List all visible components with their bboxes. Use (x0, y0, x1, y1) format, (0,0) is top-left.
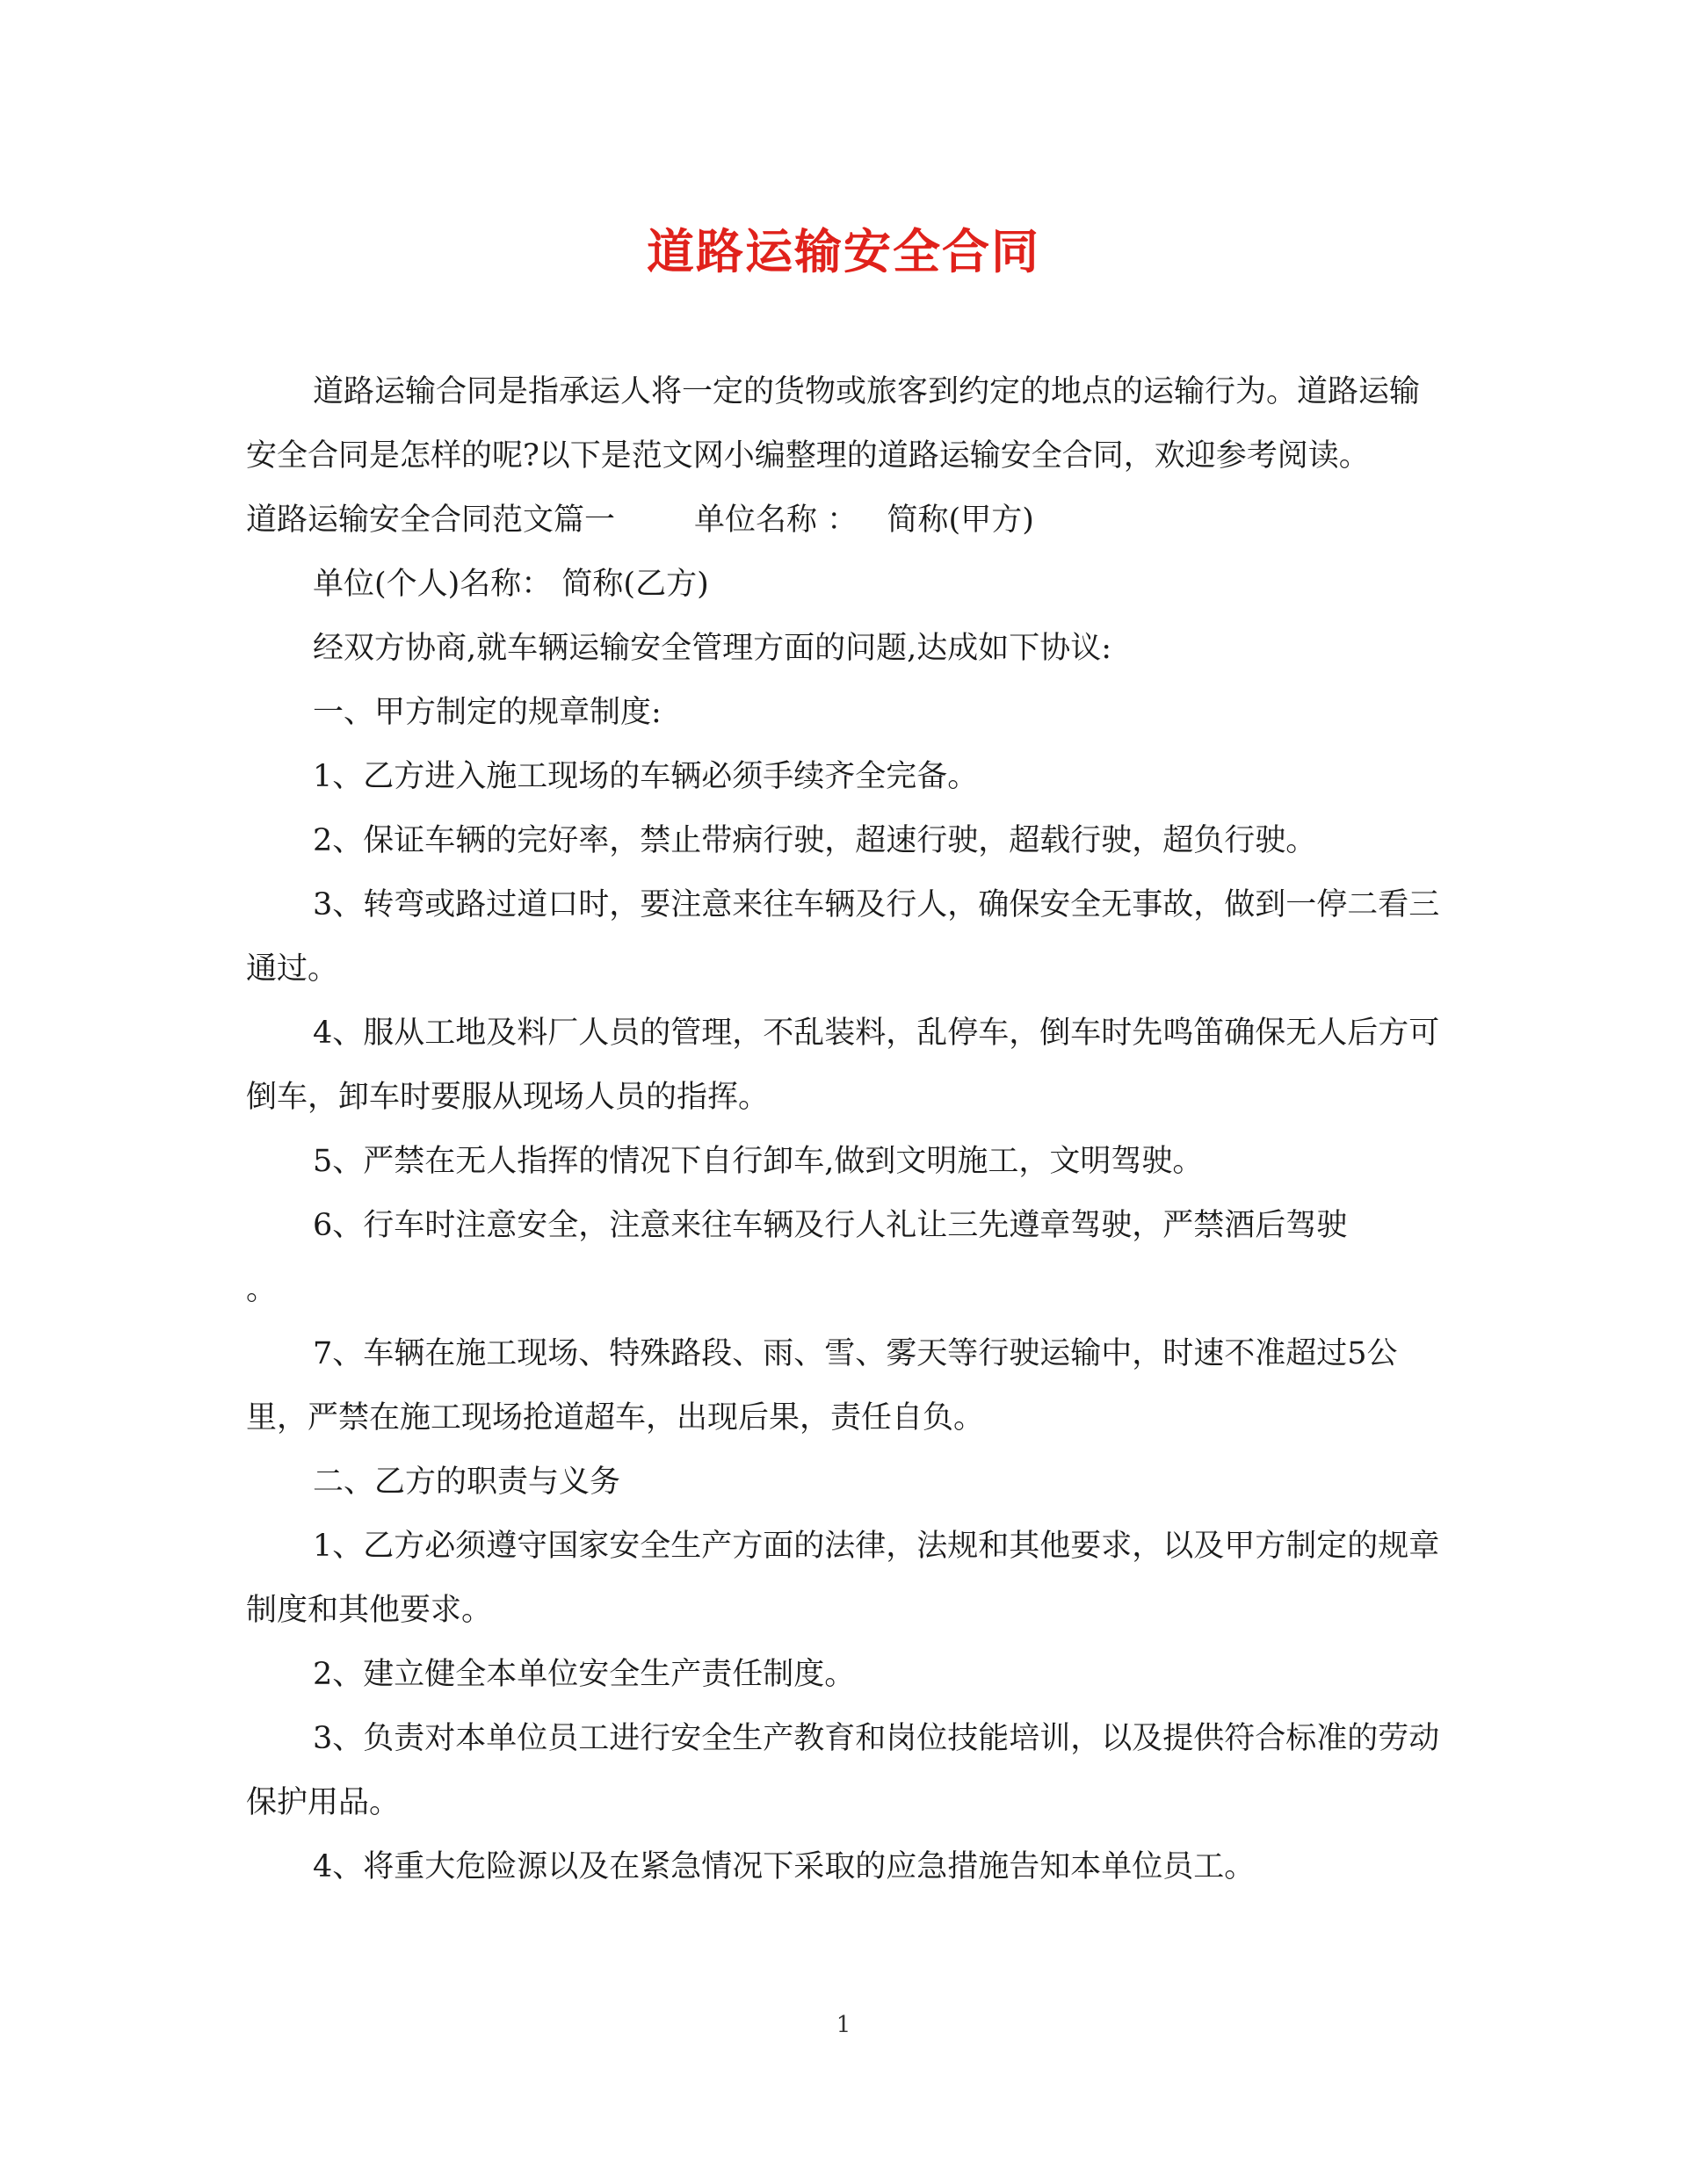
section1-item-6: 6、行车时注意安全，注意来往车辆及行人礼让三先遵章驾驶，严禁酒后驾驶 (313, 1208, 1348, 1243)
section1-title: 一、甲方制定的规章制度: (313, 695, 662, 730)
sample-heading: 道路运输安全合同范文篇一 (246, 503, 616, 538)
section1-item-1: 1、乙方进入施工现场的车辆必须手续齐全完备。 (313, 759, 979, 794)
short-name-a: 简称(甲方) (887, 503, 1034, 538)
section2-item-3: 3、负责对本单位员工进行安全生产教育和岗位技能培训，以及提供符合标准的劳动保护用品。 (246, 1721, 1440, 1820)
section1-item-2: 2、保证车辆的完好率，禁止带病行驶，超速行驶，超载行驶，超负行驶。 (313, 823, 1317, 858)
section2-item-4: 4、将重大危险源以及在紧急情况下采取的应急措施告知本单位员工。 (313, 1849, 1256, 1884)
section1-item-4: 4、服从工地及料厂人员的管理，不乱装料，乱停车，倒车时先鸣笛确保无人后方可倒车，卸车时要服从现场人员的指挥。 (246, 1016, 1440, 1115)
section2-title: 二、乙方的职责与义务 (313, 1464, 621, 1500)
document-title: 道路运输安全合同 (647, 224, 1040, 279)
section1-item-6-tail: 。 (246, 1272, 278, 1307)
section1-item-7: 7、车辆在施工现场、特殊路段、雨、雪、雾天等行驶运输中，时速不准超过5公里，严禁在施工现场抢道超车，出现后果，责任自负。 (246, 1336, 1398, 1436)
section2-item-1: 1、乙方必须遵守国家安全生产方面的法律，法规和其他要求，以及甲方制定的规章制度和其他要求。 (246, 1529, 1440, 1628)
section1-item-5: 5、严禁在无人指挥的情况下自行卸车,做到文明施工，文明驾驶。 (313, 1144, 1204, 1179)
section2-item-2: 2、建立健全本单位安全生产责任制度。 (313, 1657, 856, 1692)
unit-name-label: 单位名称 ： (694, 503, 858, 538)
intro-paragraph: 道路运输合同是指承运人将一定的货物或旅客到约定的地点的运输行为。道路运输安全合同是怎样的呢?以下是范文网小编整理的道路运输安全合同，欢迎参考阅读。 (246, 374, 1421, 474)
agreement-line: 经双方协商,就车辆运输安全管理方面的问题,达成如下协议: (313, 631, 1112, 666)
unit-b-line: 单位(个人)名称： 简称(乙方) (313, 567, 709, 602)
section1-item-3: 3、转弯或路过道口时，要注意来往车辆及行人，确保安全无事故，做到一停二看三通过。 (246, 887, 1440, 987)
page-number: 1 (836, 2012, 851, 2038)
document-body (246, 360, 1441, 1899)
sample-heading-line (246, 488, 1441, 553)
